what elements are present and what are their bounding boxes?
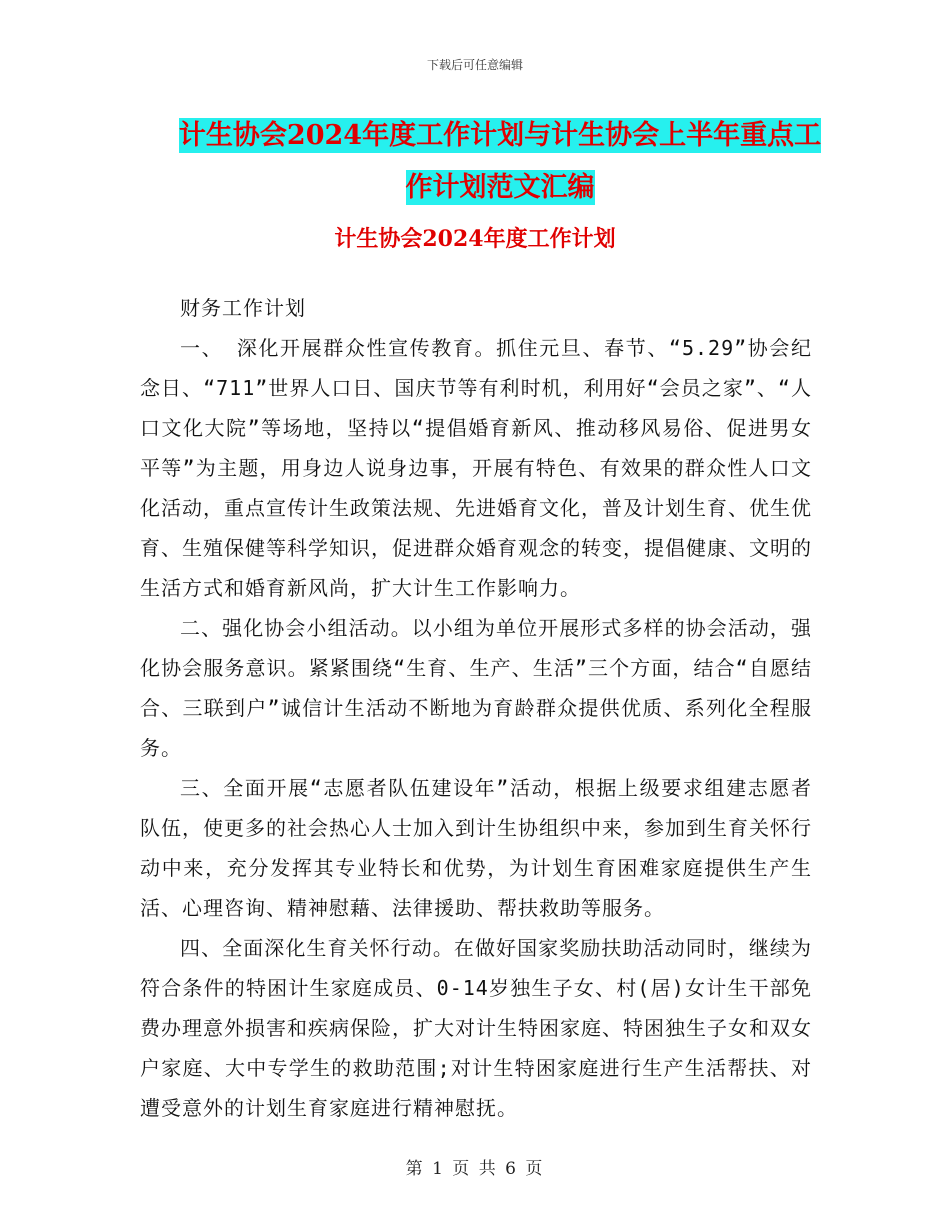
document-title-line2: 作计划范文汇编 [405,172,595,203]
document-title [140,110,860,214]
paragraph: 四、全面深化生育关怀行动。在做好国家奖励扶助活动同时，继续为符合条件的特困计生家庭成员、0-14岁独生子女、村(居)女计生干部免费办理意外损害和疾病保险，扩大对计生特困家庭、特困独生子女和双女户家庭、大中专学生的救助范围;对计生特困家庭进行生产生活帮扶、对遭受意外的计划生育家庭进行精神慰抚。 [140,936,812,1120]
document-title-line1: 计生协会2024年度工作计划与计生协会上半年重点工 [178,120,822,151]
paragraph: 一、 深化开展群众性宣传教育。抓住元旦、春节、“5.29”协会纪念日、“711”世界人口日、国庆节等有利时机，利用好“会员之家”、“人口文化大院”等场地，坚持以“提倡婚育新风、推动移风易俗、促进男女平等”为主题，用身边人说身边事，开展有特色、有效果的群众性人口文化活动，重点宣传计生政策法规、先进婚育文化，普及计划生育、优生优育、生殖保健等科学知识，促进群众婚育观念的转变，提倡健康、文明的生活方式和婚育新风尚，扩大计生工作影响力。 [140,336,812,600]
paragraph: 三、全面开展“志愿者队伍建设年”活动，根据上级要求组建志愿者队伍，使更多的社会热心人士加入到计生协组织中来，参加到生育关怀行动中来，充分发挥其专业特长和优势，为计划生育困难家庭提供生产生活、心理咨询、精神慰藉、法律援助、帮扶救助等服务。 [140,776,812,920]
header-note: 下载后可任意编辑 [426,58,523,72]
paragraph: 财务工作计划 [180,296,306,320]
paragraph: 二、强化协会小组活动。以小组为单位开展形式多样的协会活动，强化协会服务意识。紧紧围绕“生育、生产、生活”三个方面，结合“自愿结合、三联到户”诚信计生活动不断地为育龄群众提供优质、系列化全程服务。 [140,616,812,760]
section-title: 计生协会2024年度工作计划 [334,226,616,252]
body-text [140,288,812,1128]
page-number-footer: 第 1 页 共 6 页 [405,1159,545,1179]
